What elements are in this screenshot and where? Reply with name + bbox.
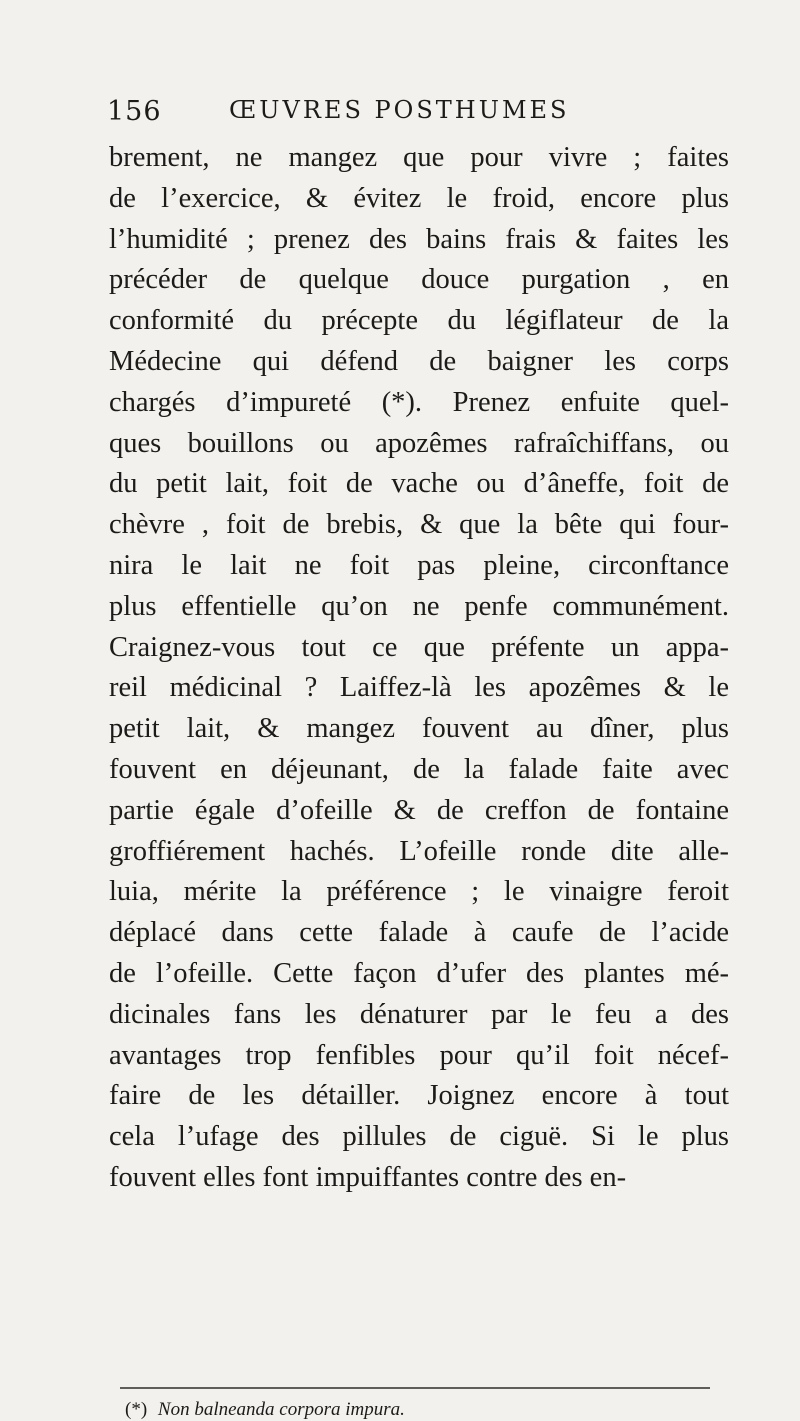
text-line: plus effentielle qu’on ne penfe communément.: [109, 590, 729, 622]
text-line: Craignez-vous tout ce que préfente un appa-: [109, 631, 729, 663]
text-line: de l’exercice, & évitez le froid, encore plus: [109, 182, 729, 214]
text-line: chargés d’impureté (*). Prenez enfuite quel-: [109, 386, 729, 418]
footnote: [125, 1399, 405, 1421]
footnote-text: Non balneanda corpora impura.: [157, 1399, 405, 1420]
text-line: nira le lait ne foit pas pleine, circonftance: [109, 549, 729, 581]
text-line: ques bouillons ou apozêmes rafraîchiffans, ou: [109, 427, 729, 459]
text-line: Médecine qui défend de baigner les corps: [109, 345, 729, 377]
text-line: fouvent en déjeunant, de la falade faite avec: [109, 753, 729, 785]
text-line: déplacé dans cette falade à caufe de l’acide: [109, 917, 729, 949]
text-line: fouvent elles font impuiffantes contre des en-: [109, 1161, 627, 1193]
text-line: luia, mérite la préférence ; le vinaigre feroit: [109, 876, 729, 908]
text-line: précéder de quelque douce purgation , en: [109, 264, 729, 296]
text-line: conformité du précepte du légiflateur de la: [109, 305, 729, 337]
text-line: du petit lait, foit de vache ou d’âneffe, foit de: [109, 468, 729, 500]
page-number: 156: [107, 96, 162, 127]
text-line: petit lait, & mangez fouvent au dîner, plus: [109, 713, 729, 745]
text-line: brement, ne mangez que pour vivre ; faites: [109, 142, 729, 173]
running-header: [107, 96, 707, 136]
text-line: cela l’ufage des pillules de ciguë. Si le plus: [109, 1121, 729, 1153]
text-line: chèvre , foit de brebis, & que la bête qui four-: [109, 509, 729, 541]
text-line: l’humidité ; prenez des bains frais & faites les: [109, 223, 729, 255]
text-line: dicinales fans les dénaturer par le feu a des: [109, 998, 729, 1030]
text-line: partie égale d’ofeille & de creffon de fontaine: [109, 794, 729, 826]
text-line: groffiérement hachés. L’ofeille ronde dite alle-: [109, 835, 729, 867]
running-title: ŒUVRES POSTHUMES: [229, 96, 570, 124]
text-line: faire de les détailler. Joignez encore à tout: [109, 1080, 729, 1112]
text-line: avantages trop fenfibles pour qu’il foit nécef-: [109, 1039, 729, 1071]
footnote-marker: (*): [125, 1399, 148, 1420]
text-line: reil médicinal ? Laiffez-là les apozêmes & le: [109, 672, 729, 704]
body-text: [109, 138, 729, 1199]
text-line: de l’ofeille. Cette façon d’ufer des plantes mé-: [109, 957, 729, 989]
footnote-divider: [120, 1387, 710, 1389]
